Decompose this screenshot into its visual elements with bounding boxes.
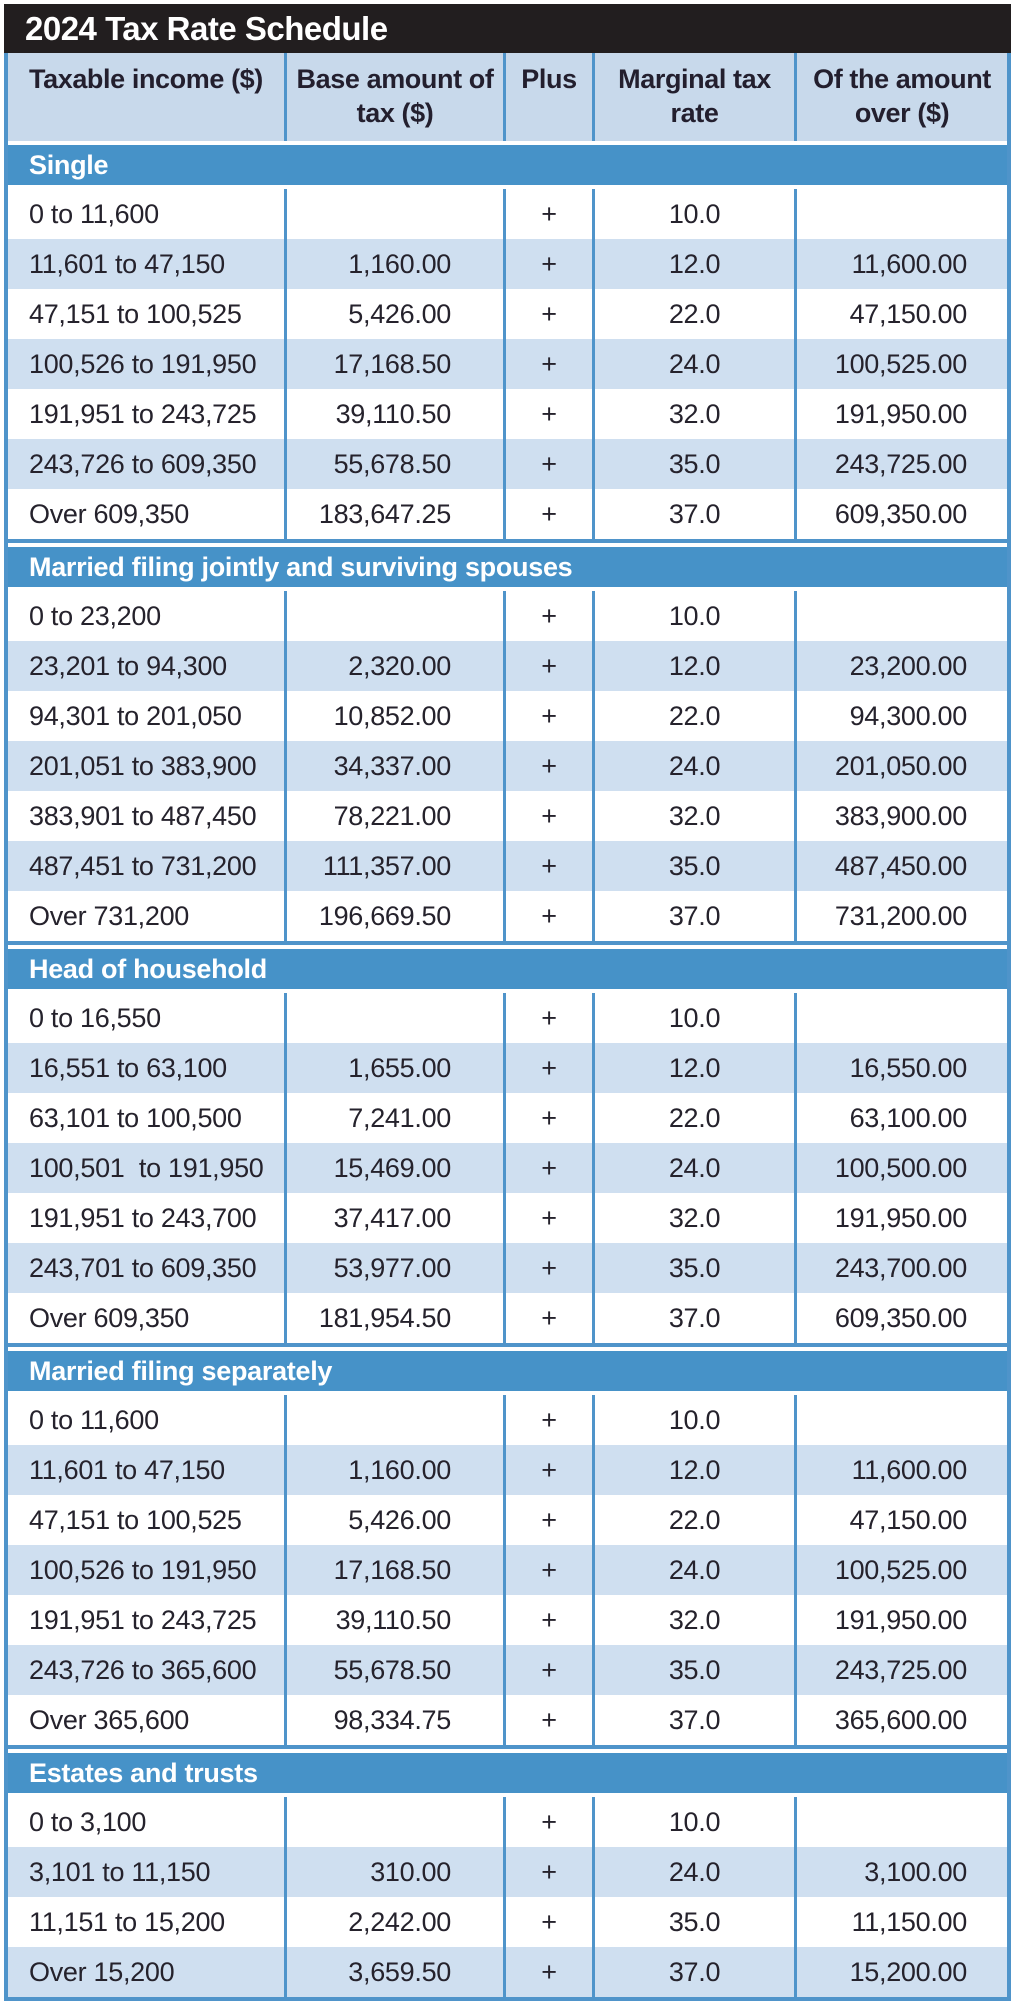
- cell-amount-over: 3,100.00: [794, 1847, 1007, 1897]
- table-row: [8, 189, 1007, 239]
- table-row: [8, 1947, 1007, 1997]
- cell-base-amount: 15,469.00: [284, 1143, 503, 1193]
- table-row: [8, 591, 1007, 641]
- cell-plus: +: [503, 1093, 592, 1143]
- section-row-group: [8, 1395, 1007, 1749]
- cell-base-amount: 10,852.00: [284, 691, 503, 741]
- cell-income-range: Over 609,350: [29, 499, 190, 529]
- section-row-group: [8, 189, 1007, 543]
- cell-plus: +: [503, 993, 592, 1043]
- cell-marginal-rate: 35.0: [592, 1645, 794, 1695]
- cell-plus: +: [503, 1897, 592, 1947]
- cell-base-amount: 310.00: [284, 1847, 503, 1897]
- cell-income-range: 0 to 11,600: [29, 1405, 159, 1435]
- cell-amount-over: 47,150.00: [794, 1495, 1007, 1545]
- cell-base-amount: [284, 1395, 503, 1445]
- table-row: [8, 1495, 1007, 1545]
- cell-plus: +: [503, 439, 592, 489]
- cell-amount-over: 94,300.00: [794, 691, 1007, 741]
- table-row: [8, 1093, 1007, 1143]
- cell-income-range: 191,951 to 243,700: [29, 1203, 257, 1233]
- cell-plus: +: [503, 1695, 592, 1745]
- cell-marginal-rate: 24.0: [592, 1143, 794, 1193]
- cell-income-range: 100,501 to 191,950: [29, 1153, 264, 1183]
- cell-marginal-rate: 22.0: [592, 1093, 794, 1143]
- cell-marginal-rate: 37.0: [592, 1293, 794, 1343]
- cell-amount-over: 731,200.00: [794, 891, 1007, 941]
- table-row: [8, 1797, 1007, 1847]
- cell-base-amount: 1,655.00: [284, 1043, 503, 1093]
- table-row: [8, 1143, 1007, 1193]
- table-row: [8, 1545, 1007, 1595]
- table-body: [4, 53, 1011, 2001]
- cell-plus: +: [503, 289, 592, 339]
- cell-marginal-rate: 10.0: [592, 1797, 794, 1847]
- cell-amount-over: 201,050.00: [794, 741, 1007, 791]
- cell-marginal-rate: 10.0: [592, 189, 794, 239]
- cell-amount-over: 47,150.00: [794, 289, 1007, 339]
- cell-income-range: 11,601 to 47,150: [29, 249, 225, 279]
- cell-amount-over: 191,950.00: [794, 1595, 1007, 1645]
- table-row: [8, 289, 1007, 339]
- table-row: [8, 691, 1007, 741]
- cell-base-amount: 3,659.50: [284, 1947, 503, 1997]
- cell-marginal-rate: 37.0: [592, 489, 794, 539]
- cell-income-range: Over 365,600: [29, 1705, 190, 1735]
- cell-plus: +: [503, 1293, 592, 1343]
- cell-marginal-rate: 32.0: [592, 791, 794, 841]
- column-header-amount-over: Of the amount over ($): [794, 53, 1007, 141]
- cell-base-amount: [284, 591, 503, 641]
- cell-base-amount: [284, 1797, 503, 1847]
- cell-marginal-rate: 12.0: [592, 239, 794, 289]
- column-header-income-range: Taxable income ($): [29, 64, 263, 94]
- cell-amount-over: [794, 591, 1007, 641]
- tax-rate-schedule-table: [4, 4, 1011, 2001]
- cell-marginal-rate: 22.0: [592, 691, 794, 741]
- cell-base-amount: 1,160.00: [284, 239, 503, 289]
- cell-income-range: 47,151 to 100,525: [29, 1505, 242, 1535]
- cell-marginal-rate: 24.0: [592, 741, 794, 791]
- cell-amount-over: 100,525.00: [794, 1545, 1007, 1595]
- cell-income-range: Over 731,200: [29, 901, 190, 931]
- cell-income-range: 63,101 to 100,500: [29, 1103, 242, 1133]
- cell-base-amount: 34,337.00: [284, 741, 503, 791]
- cell-plus: +: [503, 1495, 592, 1545]
- cell-plus: +: [503, 891, 592, 941]
- cell-base-amount: 17,168.50: [284, 1545, 503, 1595]
- table-row: [8, 1897, 1007, 1947]
- cell-income-range: 100,526 to 191,950: [29, 1555, 257, 1585]
- cell-income-range: 16,551 to 63,100: [29, 1053, 227, 1083]
- table-row: [8, 891, 1007, 941]
- cell-amount-over: 243,725.00: [794, 439, 1007, 489]
- cell-marginal-rate: 37.0: [592, 1695, 794, 1745]
- cell-amount-over: 243,725.00: [794, 1645, 1007, 1695]
- section-row-group: [8, 993, 1007, 1347]
- table-row: [8, 841, 1007, 891]
- cell-marginal-rate: 12.0: [592, 1445, 794, 1495]
- cell-amount-over: [794, 1395, 1007, 1445]
- cell-amount-over: 11,600.00: [794, 1445, 1007, 1495]
- cell-plus: +: [503, 1193, 592, 1243]
- table-row: [8, 791, 1007, 841]
- cell-income-range: 191,951 to 243,725: [29, 1605, 257, 1635]
- cell-plus: +: [503, 1243, 592, 1293]
- cell-income-range: 191,951 to 243,725: [29, 399, 257, 429]
- cell-plus: +: [503, 641, 592, 691]
- section-row-group: [8, 1797, 1007, 2001]
- cell-plus: +: [503, 741, 592, 791]
- section-header: Head of household: [8, 945, 1007, 993]
- cell-income-range: Over 609,350: [29, 1303, 190, 1333]
- table-row: [8, 1193, 1007, 1243]
- table-row: [8, 439, 1007, 489]
- cell-plus: +: [503, 1143, 592, 1193]
- cell-base-amount: 7,241.00: [284, 1093, 503, 1143]
- cell-amount-over: 191,950.00: [794, 389, 1007, 439]
- cell-plus: +: [503, 1545, 592, 1595]
- cell-base-amount: [284, 189, 503, 239]
- cell-amount-over: 191,950.00: [794, 1193, 1007, 1243]
- cell-income-range: 487,451 to 731,200: [29, 851, 257, 881]
- column-header-base-amount: Base amount of tax ($): [284, 53, 503, 141]
- cell-income-range: Over 15,200: [29, 1957, 175, 1987]
- section-row-group: [8, 591, 1007, 945]
- cell-plus: +: [503, 591, 592, 641]
- cell-income-range: 47,151 to 100,525: [29, 299, 242, 329]
- table-row: [8, 1395, 1007, 1445]
- table-row: [8, 389, 1007, 439]
- cell-amount-over: 11,150.00: [794, 1897, 1007, 1947]
- table-row: [8, 1645, 1007, 1695]
- cell-plus: +: [503, 189, 592, 239]
- cell-plus: +: [503, 239, 592, 289]
- cell-base-amount: 5,426.00: [284, 289, 503, 339]
- table-row: [8, 1595, 1007, 1645]
- cell-plus: +: [503, 1595, 592, 1645]
- cell-base-amount: 181,954.50: [284, 1293, 503, 1343]
- cell-marginal-rate: 10.0: [592, 1395, 794, 1445]
- cell-income-range: 11,151 to 15,200: [29, 1907, 225, 1937]
- cell-income-range: 94,301 to 201,050: [29, 701, 242, 731]
- cell-marginal-rate: 35.0: [592, 439, 794, 489]
- table-sections: [8, 141, 1007, 2001]
- section-header: Estates and trusts: [8, 1749, 1007, 1797]
- cell-marginal-rate: 22.0: [592, 289, 794, 339]
- cell-base-amount: 2,242.00: [284, 1897, 503, 1947]
- cell-amount-over: 365,600.00: [794, 1695, 1007, 1745]
- cell-base-amount: 37,417.00: [284, 1193, 503, 1243]
- table-row: [8, 1847, 1007, 1897]
- cell-base-amount: 53,977.00: [284, 1243, 503, 1293]
- cell-plus: +: [503, 841, 592, 891]
- cell-marginal-rate: 37.0: [592, 1947, 794, 1997]
- cell-income-range: 0 to 16,550: [29, 1003, 161, 1033]
- section-header: Single: [8, 141, 1007, 189]
- cell-income-range: 11,601 to 47,150: [29, 1455, 225, 1485]
- table-row: [8, 1293, 1007, 1343]
- cell-plus: +: [503, 1947, 592, 1997]
- cell-income-range: 3,101 to 11,150: [29, 1857, 211, 1887]
- column-header-plus: Plus: [503, 53, 592, 141]
- cell-base-amount: 55,678.50: [284, 1645, 503, 1695]
- cell-plus: +: [503, 389, 592, 439]
- cell-base-amount: 39,110.50: [284, 1595, 503, 1645]
- cell-marginal-rate: 10.0: [592, 993, 794, 1043]
- cell-marginal-rate: 22.0: [592, 1495, 794, 1545]
- cell-amount-over: 100,525.00: [794, 339, 1007, 389]
- table-row: [8, 1043, 1007, 1093]
- cell-base-amount: 5,426.00: [284, 1495, 503, 1545]
- cell-marginal-rate: 12.0: [592, 641, 794, 691]
- cell-marginal-rate: 35.0: [592, 1897, 794, 1947]
- cell-plus: +: [503, 691, 592, 741]
- section-header: Married filing separately: [8, 1347, 1007, 1395]
- cell-amount-over: [794, 993, 1007, 1043]
- cell-amount-over: 609,350.00: [794, 1293, 1007, 1343]
- cell-marginal-rate: 32.0: [592, 1595, 794, 1645]
- cell-marginal-rate: 37.0: [592, 891, 794, 941]
- cell-plus: +: [503, 339, 592, 389]
- cell-marginal-rate: 32.0: [592, 389, 794, 439]
- table-row: [8, 239, 1007, 289]
- cell-marginal-rate: 35.0: [592, 1243, 794, 1293]
- cell-marginal-rate: 32.0: [592, 1193, 794, 1243]
- cell-plus: +: [503, 489, 592, 539]
- cell-amount-over: 23,200.00: [794, 641, 1007, 691]
- cell-income-range: 0 to 3,100: [29, 1807, 147, 1837]
- cell-amount-over: 63,100.00: [794, 1093, 1007, 1143]
- table-row: [8, 339, 1007, 389]
- cell-amount-over: [794, 1797, 1007, 1847]
- cell-amount-over: 383,900.00: [794, 791, 1007, 841]
- table-title: 2024 Tax Rate Schedule: [4, 4, 1011, 53]
- cell-income-range: 100,526 to 191,950: [29, 349, 257, 379]
- table-row: [8, 641, 1007, 691]
- cell-base-amount: 183,647.25: [284, 489, 503, 539]
- table-row: [8, 1695, 1007, 1745]
- cell-income-range: 0 to 11,600: [29, 199, 159, 229]
- cell-income-range: 243,726 to 365,600: [29, 1655, 257, 1685]
- cell-amount-over: 609,350.00: [794, 489, 1007, 539]
- cell-base-amount: 196,669.50: [284, 891, 503, 941]
- section-header: Married filing jointly and surviving spouses: [8, 543, 1007, 591]
- cell-base-amount: 2,320.00: [284, 641, 503, 691]
- cell-base-amount: 111,357.00: [284, 841, 503, 891]
- cell-marginal-rate: 24.0: [592, 1847, 794, 1897]
- table-row: [8, 489, 1007, 539]
- table-row: [8, 1445, 1007, 1495]
- table-header-row: [8, 53, 1007, 141]
- table-row: [8, 741, 1007, 791]
- cell-income-range: 201,051 to 383,900: [29, 751, 257, 781]
- cell-plus: +: [503, 1847, 592, 1897]
- cell-income-range: 0 to 23,200: [29, 601, 161, 631]
- cell-base-amount: [284, 993, 503, 1043]
- cell-base-amount: 39,110.50: [284, 389, 503, 439]
- cell-base-amount: 55,678.50: [284, 439, 503, 489]
- cell-marginal-rate: 35.0: [592, 841, 794, 891]
- cell-plus: +: [503, 1797, 592, 1847]
- cell-marginal-rate: 12.0: [592, 1043, 794, 1093]
- cell-marginal-rate: 10.0: [592, 591, 794, 641]
- cell-amount-over: 15,200.00: [794, 1947, 1007, 1997]
- column-header-marginal-rate: Marginal tax rate: [592, 53, 794, 141]
- cell-amount-over: 487,450.00: [794, 841, 1007, 891]
- cell-plus: +: [503, 1645, 592, 1695]
- cell-marginal-rate: 24.0: [592, 339, 794, 389]
- cell-income-range: 243,701 to 609,350: [29, 1253, 257, 1283]
- cell-marginal-rate: 24.0: [592, 1545, 794, 1595]
- cell-plus: +: [503, 791, 592, 841]
- cell-plus: +: [503, 1445, 592, 1495]
- cell-plus: +: [503, 1395, 592, 1445]
- cell-amount-over: 11,600.00: [794, 239, 1007, 289]
- table-row: [8, 993, 1007, 1043]
- cell-plus: +: [503, 1043, 592, 1093]
- cell-base-amount: 1,160.00: [284, 1445, 503, 1495]
- cell-amount-over: 100,500.00: [794, 1143, 1007, 1193]
- cell-amount-over: [794, 189, 1007, 239]
- cell-amount-over: 16,550.00: [794, 1043, 1007, 1093]
- cell-income-range: 243,726 to 609,350: [29, 449, 257, 479]
- cell-base-amount: 17,168.50: [284, 339, 503, 389]
- cell-amount-over: 243,700.00: [794, 1243, 1007, 1293]
- cell-income-range: 383,901 to 487,450: [29, 801, 257, 831]
- cell-income-range: 23,201 to 94,300: [29, 651, 227, 681]
- cell-base-amount: 78,221.00: [284, 791, 503, 841]
- cell-base-amount: 98,334.75: [284, 1695, 503, 1745]
- table-row: [8, 1243, 1007, 1293]
